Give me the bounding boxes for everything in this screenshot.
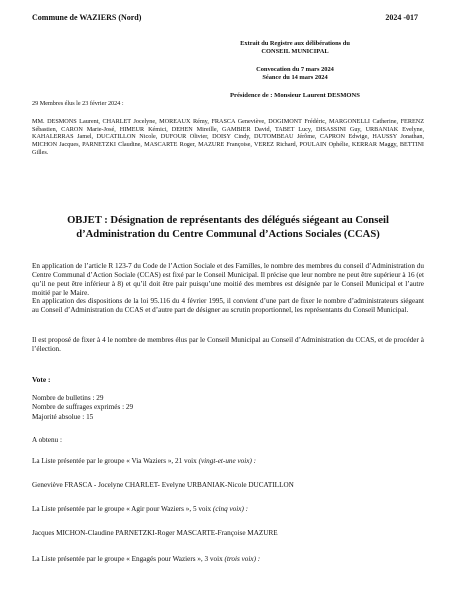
vote-results [32, 394, 133, 422]
list-names: Jacques MICHON-Claudine PARNETZKI-Roger MASCARTE-Françoise MAZURE [32, 529, 278, 537]
members-count: 29 Membres élus le 23 février 2024 : [32, 100, 124, 107]
list-intro [32, 457, 432, 465]
list-intro [32, 505, 432, 513]
suffrages-count: Nombre de suffrages exprimés : 29 [32, 403, 134, 412]
extract-heading [220, 40, 370, 56]
obtenu-label: A obtenu : [32, 436, 62, 444]
convocation-block [220, 66, 370, 82]
objet-line: OBJET : Désignation de représentants des délégués siégeant au Conseil [67, 215, 389, 226]
list-intro-text: La Liste présentée par le groupe « Agir pour Waziers », 5 voix [32, 505, 212, 513]
list-intro-text: La Liste présentée par le groupe « Via Waziers », 21 voix [32, 457, 197, 465]
majorite-absolue: Majorité absolue : 15 [32, 412, 94, 421]
seance-date: Séance du 14 mars 2024 [262, 74, 328, 81]
council-title: CONSEIL MUNICIPAL [261, 48, 329, 55]
list-voices: (vingt-et-une voix) : [198, 457, 257, 465]
list-intro-text: La Liste présentée par le groupe « Engagés pour Waziers », 3 voix [32, 555, 223, 563]
list-voices: (trois voix) : [224, 555, 261, 563]
list-names: Geneviève FRASCA - Jocelyne CHARLET- Evelyne URBANIAK-Nicole DUCATILLON [32, 481, 294, 489]
paragraph-article: En application de l’article R 123-7 du Code de l’Action Sociale et des Familles, le nombre des membres du conseil d’Administration du Centre Communal d’Action Sociale (CCAS) est fixé par le Conseil Municipal. Il précise que leur nombre ne peut être supérieur à 16 (et qu’il ne peut être inférieur à 8) et qu’il doit être pair puisqu’une moitié des membres est désignée par le Conseil Municipal et l’autre moitié par le Maire. [32, 262, 424, 297]
list-voices: (cinq voix) : [212, 505, 249, 513]
extract-line: Extrait du Registre aux délibérations du [240, 40, 350, 47]
convocation-date: Convocation du 7 mars 2024 [256, 66, 334, 73]
deliberation-reference: 2024 -017 [385, 13, 418, 22]
paragraph-loi: En application des dispositions de la loi 95.116 du 4 février 1995, il convient d’une part de fixer le nombre d’administrateurs siégeant au Conseil d’Administration du CCAS et d’autre part de désigner au scrutin proportionnel, les représentants du Conseil Municipal. [32, 297, 424, 314]
vote-heading: Vote : [32, 375, 51, 384]
objet-line: d’Administration du Centre Communal d’Actions Sociales (CCAS) [76, 229, 380, 240]
presidence-line: Présidence de : Monsieur Laurent DESMONS [230, 92, 360, 99]
commune-header: Commune de WAZIERS (Nord) [32, 13, 142, 22]
members-list: MM. DESMONS Laurent, CHARLET Jocelyne, MOREAUX Rémy, FRASCA Geneviève, DOGIMONT Frédéric, MARGONELLI Catherine, FERENZ Sébastien, CARON Marie-José, HIMEUR Kémici, DEHEN Mireille, GAMBIER David, TABET Lucy, DISASSINI Guy, URBANIAK Evelyne, KAHALERRAS Jamel, DUCATILLON Nicole, DUFOUR Olivier, DOISY Cindy, DUTOMBEAU Jérôme, CAPRON Edwige, HAUSSY Jonathan, MICHON Jacques, PARNETZKI Claudine, MASCARTE Roger, MAZURE Françoise, VEREZ Richard, POULAIN Ophélie, KERRAR Maggy, BETTINI Gilles. [32, 118, 424, 156]
list-intro [32, 555, 432, 563]
paragraph-proposition: Il est proposé de fixer à 4 le nombre de membres élus par le Conseil Municipal au Conseil d’Administration du CCAS, et de procéder à l’élection. [32, 336, 424, 353]
bulletins-count: Nombre de bulletins : 29 [32, 394, 104, 402]
objet-title [40, 214, 416, 242]
